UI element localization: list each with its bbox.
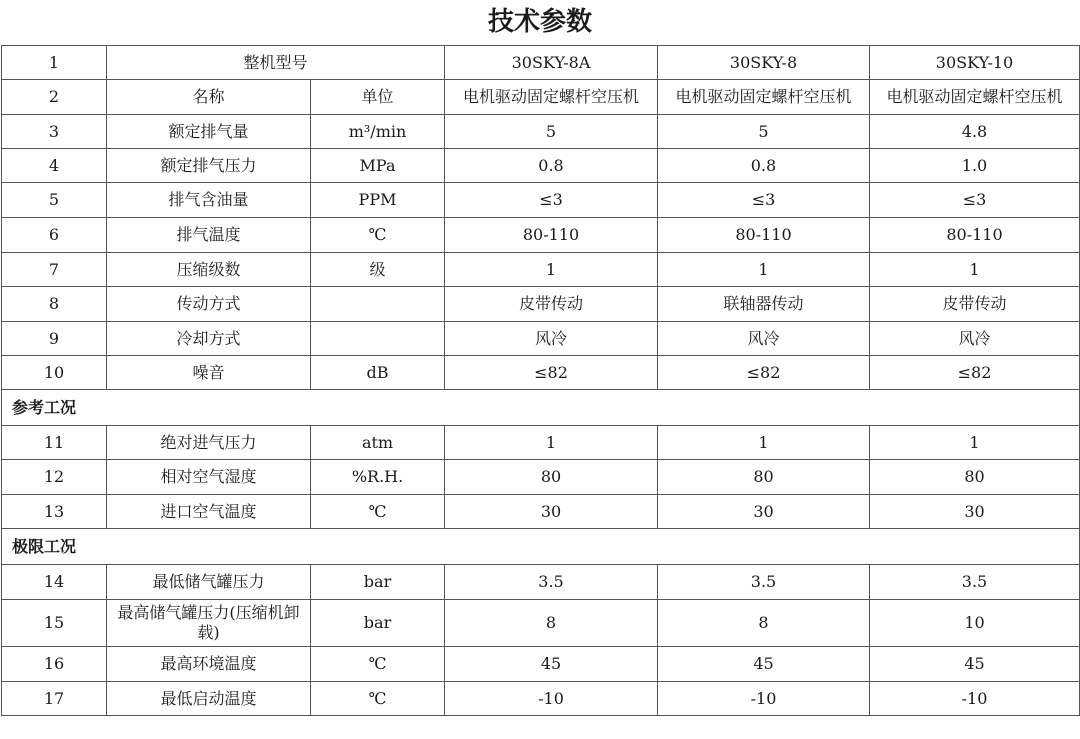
row-number: 12 (2, 460, 107, 495)
param-name: 额定排气压力 (107, 149, 311, 183)
section-row-limit (2, 529, 1080, 565)
value-cell: 1 (870, 253, 1080, 287)
table-row (2, 565, 1080, 600)
value-cell: 80-110 (445, 218, 658, 253)
param-unit: 级 (311, 253, 445, 287)
value-cell: -10 (445, 682, 658, 716)
value-cell: 皮带传动 (445, 287, 658, 322)
param-unit: %R.H. (311, 460, 445, 495)
model-cell: 30SKY-8 (658, 46, 870, 80)
param-name: 相对空气湿度 (107, 460, 311, 495)
value-cell: 风冷 (658, 322, 870, 356)
value-cell: 80-110 (658, 218, 870, 253)
row-number: 16 (2, 647, 107, 682)
type-cell: 电机驱动固定螺杆空压机 (870, 80, 1080, 115)
value-cell: 45 (658, 647, 870, 682)
page-title: 技术参数 (487, 7, 592, 37)
param-unit: bar (311, 600, 445, 647)
value-cell: 30 (658, 495, 870, 529)
value-cell: 8 (658, 600, 870, 647)
row-number: 13 (2, 495, 107, 529)
value-cell: 1.0 (870, 149, 1080, 183)
value-cell: -10 (658, 682, 870, 716)
value-cell: 45 (870, 647, 1080, 682)
param-unit: MPa (311, 149, 445, 183)
value-cell: ≤82 (445, 356, 658, 390)
model-cell: 30SKY-10 (870, 46, 1080, 80)
type-cell: 电机驱动固定螺杆空压机 (658, 80, 870, 115)
value-cell: 1 (445, 426, 658, 460)
value-cell: 45 (445, 647, 658, 682)
param-unit: ℃ (311, 218, 445, 253)
section-row-reference (2, 390, 1080, 426)
value-cell: 80 (658, 460, 870, 495)
row-number: 15 (2, 600, 107, 647)
value-cell: 3.5 (658, 565, 870, 600)
table-row (2, 460, 1080, 495)
row-number: 9 (2, 322, 107, 356)
param-name: 冷却方式 (107, 322, 311, 356)
param-unit (311, 287, 445, 322)
param-name: 排气含油量 (107, 183, 311, 218)
param-unit (311, 322, 445, 356)
value-cell: 80 (870, 460, 1080, 495)
param-unit: dB (311, 356, 445, 390)
table-row (2, 218, 1080, 253)
value-cell: ≤3 (445, 183, 658, 218)
value-cell: 风冷 (445, 322, 658, 356)
param-unit: ℃ (311, 495, 445, 529)
row-number: 3 (2, 115, 107, 149)
row-number: 14 (2, 565, 107, 600)
value-cell: 30 (870, 495, 1080, 529)
value-cell: 风冷 (870, 322, 1080, 356)
value-cell: 80-110 (870, 218, 1080, 253)
value-cell: 30 (445, 495, 658, 529)
table-row (2, 647, 1080, 682)
value-cell: 5 (658, 115, 870, 149)
value-cell: 3.5 (445, 565, 658, 600)
spec-table (1, 45, 1080, 716)
param-name: 绝对进气压力 (107, 426, 311, 460)
value-cell: 80 (445, 460, 658, 495)
type-cell: 电机驱动固定螺杆空压机 (445, 80, 658, 115)
value-cell: 1 (658, 253, 870, 287)
param-name: 排气温度 (107, 218, 311, 253)
value-cell: 1 (870, 426, 1080, 460)
table-row (2, 682, 1080, 716)
param-unit: ℃ (311, 647, 445, 682)
table-row (2, 426, 1080, 460)
value-cell: -10 (870, 682, 1080, 716)
row-number: 5 (2, 183, 107, 218)
value-cell: ≤82 (870, 356, 1080, 390)
param-name: 压缩级数 (107, 253, 311, 287)
param-name: 最低启动温度 (107, 682, 311, 716)
param-name: 最高环境温度 (107, 647, 311, 682)
model-label: 整机型号 (107, 46, 445, 80)
param-name: 噪音 (107, 356, 311, 390)
row-number: 8 (2, 287, 107, 322)
param-unit: ℃ (311, 682, 445, 716)
row-number: 6 (2, 218, 107, 253)
name-header: 名称 (107, 80, 311, 115)
value-cell: ≤3 (870, 183, 1080, 218)
param-unit: m³/min (311, 115, 445, 149)
row-number: 1 (2, 46, 107, 80)
value-cell: 1 (658, 426, 870, 460)
value-cell: 0.8 (658, 149, 870, 183)
row-number: 11 (2, 426, 107, 460)
row-number: 4 (2, 149, 107, 183)
param-name: 进口空气温度 (107, 495, 311, 529)
value-cell: ≤3 (658, 183, 870, 218)
table-row (2, 253, 1080, 287)
value-cell: 联轴器传动 (658, 287, 870, 322)
param-name: 最高储气罐压力(压缩机卸载) (107, 600, 311, 647)
param-unit: PPM (311, 183, 445, 218)
model-cell: 30SKY-8A (445, 46, 658, 80)
value-cell: 1 (445, 253, 658, 287)
table-row-type (2, 80, 1080, 115)
value-cell: 皮带传动 (870, 287, 1080, 322)
section-title-reference: 参考工况 (2, 390, 1080, 426)
param-unit: atm (311, 426, 445, 460)
table-row (2, 183, 1080, 218)
value-cell: ≤82 (658, 356, 870, 390)
value-cell: 3.5 (870, 565, 1080, 600)
section-title-limit: 极限工况 (2, 529, 1080, 565)
value-cell: 4.8 (870, 115, 1080, 149)
param-name: 最低储气罐压力 (107, 565, 311, 600)
table-row (2, 322, 1080, 356)
table-row (2, 495, 1080, 529)
value-cell: 8 (445, 600, 658, 647)
table-row (2, 149, 1080, 183)
param-name: 额定排气量 (107, 115, 311, 149)
table-row-model (2, 46, 1080, 80)
row-number: 7 (2, 253, 107, 287)
table-row (2, 356, 1080, 390)
value-cell: 5 (445, 115, 658, 149)
table-row (2, 115, 1080, 149)
row-number: 10 (2, 356, 107, 390)
value-cell: 0.8 (445, 149, 658, 183)
param-unit: bar (311, 565, 445, 600)
row-number: 2 (2, 80, 107, 115)
row-number: 17 (2, 682, 107, 716)
param-name: 传动方式 (107, 287, 311, 322)
value-cell: 10 (870, 600, 1080, 647)
table-row (2, 600, 1080, 647)
unit-header: 单位 (311, 80, 445, 115)
table-row (2, 287, 1080, 322)
